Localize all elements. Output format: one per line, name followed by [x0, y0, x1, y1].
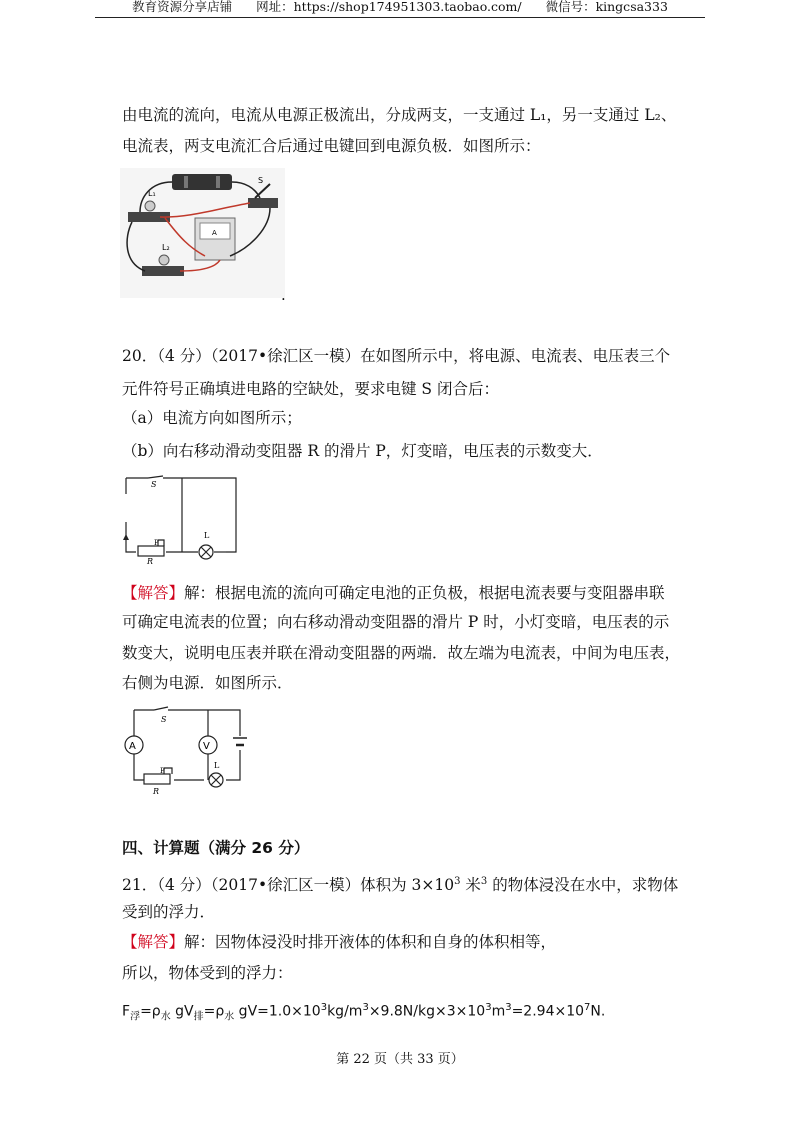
section-title: 四、计算题（满分 26 分） [122, 839, 310, 857]
answer-tag: 【解答】 [122, 584, 185, 602]
eq2: =ρ [203, 1003, 225, 1020]
f-sub: 浮 [130, 1011, 141, 1023]
bulb-l2-base [142, 266, 184, 276]
q20-line1: 20．（4 分）（2017•徐汇区一模）在如图所示中，将电源、电流表、电压表三个 [122, 347, 671, 365]
e5: 7 [584, 1002, 591, 1013]
v-sub: 排 [193, 1011, 204, 1023]
q20-cond-a: （a）电流方向如图所示； [122, 409, 302, 427]
q20-question-circuit [118, 466, 248, 566]
q20-label-p: P [154, 539, 159, 547]
q20-label-l: L [204, 531, 210, 540]
q20-answer-line1 [122, 583, 665, 603]
q19-line2: 电流表，两支电流汇合后通过电键回到电源负极．如图所示： [122, 137, 541, 155]
q20-label-s: S [151, 480, 157, 489]
q20-label-r: R [147, 557, 154, 566]
eq1: =ρ [140, 1003, 161, 1020]
f: F [122, 1003, 131, 1020]
q21-line2: 受到的浮力． [122, 903, 216, 921]
rho-sub: 水 [160, 1011, 171, 1023]
rest6: N. [590, 1003, 606, 1020]
q21-answer-line2: 所以，物体受到的浮力： [122, 964, 293, 982]
photo-label-l1: L₁ [148, 189, 156, 198]
q20-answer-line2: 可确定电流表的位置；向右移动滑动变阻器的滑片 P 时，小灯变暗，电压表的示 [122, 613, 670, 631]
answer-tag: 【解答】 [122, 933, 185, 951]
ans-label-p: P [160, 767, 165, 775]
q21-exp2: 3 [480, 876, 488, 887]
q21-text-b: 米 [460, 876, 481, 895]
q21-exp1: 3 [454, 876, 461, 887]
rest5: =2.94×10 [511, 1003, 585, 1020]
e2: 3 [362, 1002, 369, 1013]
answer-text: 解：因物体浸没时排开液体的体积和自身的体积相等， [184, 933, 557, 951]
voltmeter-symbol: V [203, 741, 210, 752]
q20-line2: 元件符号正确填进电路的空缺处，要求电键 S 闭合后： [122, 380, 499, 398]
ans-label-s: S [161, 715, 167, 724]
q20-answer-line3: 数变大，说明电压表并联在滑动变阻器的两端．故左端为电流表，中间为电压表， [122, 644, 681, 662]
shop-url: 网址：https://shop174951303.taobao.com/ [256, 0, 522, 14]
shop-name: 教育资源分享店铺 [132, 0, 233, 14]
trailing-dot: . [281, 286, 286, 304]
answer-text: 解：根据电流的流向可确定电池的正负极，根据电流表要与变阻器串联 [184, 584, 665, 602]
e3: 3 [485, 1002, 492, 1013]
rho-sub2: 水 [224, 1011, 235, 1023]
q21-answer-line1 [122, 932, 556, 952]
gv: gV [170, 1003, 194, 1020]
photo-label-s: S [258, 176, 264, 185]
q20-cond-b: （b）向右移动滑动变阻器 R 的滑片 P，灯变暗，电压表的示数变大． [122, 442, 603, 460]
q19-circuit-photo [120, 168, 285, 298]
q21-text-c: 的物体浸没在水中，求物体 [487, 876, 679, 895]
page-footer: 第 22 页（共 33 页） [336, 1052, 464, 1067]
battery-pack [172, 174, 232, 190]
q21-formula [122, 998, 605, 1027]
e4: 3 [505, 1002, 512, 1013]
ans-label-l: L [214, 761, 220, 770]
rest3: ×9.8N/kg×3×10 [368, 1003, 486, 1020]
wechat-id: 微信号：kingcsa333 [545, 0, 668, 14]
e1: 3 [320, 1002, 328, 1013]
photo-label-a: A [212, 229, 217, 237]
rest1: gV=1.0×10 [234, 1003, 321, 1020]
ammeter-symbol: A [129, 741, 136, 752]
switch-base [248, 198, 278, 208]
q20-answer-line4: 右侧为电源．如图所示． [122, 674, 293, 692]
photo-label-l2: L₂ [162, 243, 170, 252]
q21-line1 [122, 872, 678, 895]
ans-label-r: R [153, 787, 160, 796]
q21-text-a: 21．（4 分）（2017•徐汇区一模）体积为 3×10 [122, 876, 455, 895]
rest4: m [491, 1003, 506, 1020]
rest2: kg/m [327, 1003, 363, 1020]
page-header [95, 0, 705, 18]
q20-answer-circuit [118, 698, 253, 798]
q19-line1: 由电流的流向，电流从电源正极流出，分成两支，一支通过 L₁，另一支通过 L₂、 [122, 106, 677, 124]
